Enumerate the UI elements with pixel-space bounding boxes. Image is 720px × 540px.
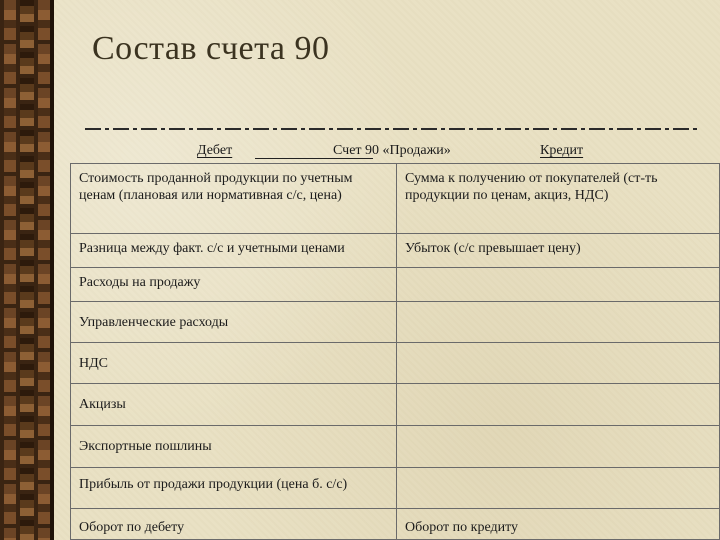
debit-cell: НДС xyxy=(71,343,397,384)
table-row xyxy=(71,384,720,426)
credit-cell: Оборот по кредиту xyxy=(397,509,720,540)
table-row xyxy=(71,268,720,302)
debit-cell: Экспортные пошлины xyxy=(71,426,397,468)
credit-heading: Кредит xyxy=(540,143,584,158)
ornamental-side-border xyxy=(0,0,54,540)
t-account-header xyxy=(75,143,715,163)
debit-cell: Оборот по дебету xyxy=(71,509,397,540)
credit-cell xyxy=(397,384,720,426)
credit-cell xyxy=(397,343,720,384)
account-table xyxy=(70,163,720,540)
table-row xyxy=(71,164,720,234)
debit-cell: Расходы на продажу xyxy=(71,268,397,302)
credit-cell xyxy=(397,468,720,509)
credit-cell: Сумма к получению от покупателей (ст-ть продукции по ценам, акциз, НДС) xyxy=(397,164,720,234)
debit-cell: Прибыль от продажи продукции (цена б. с/с) xyxy=(71,468,397,509)
credit-cell xyxy=(397,426,720,468)
table-row xyxy=(71,234,720,268)
slide-title: Состав счета 90 xyxy=(92,30,330,67)
credit-cell xyxy=(397,302,720,343)
table-row xyxy=(71,302,720,343)
table-row xyxy=(71,468,720,509)
debit-cell: Управленческие расходы xyxy=(71,302,397,343)
credit-cell: Убыток (с/с превышает цену) xyxy=(397,234,720,268)
account-heading: Счет 90 «Продажи» xyxy=(333,143,451,158)
dash-dot-divider xyxy=(85,126,697,131)
credit-cell xyxy=(397,268,720,302)
table-row xyxy=(71,343,720,384)
debit-cell: Стоимость проданной продукции по учетным ценам (плановая или нормативная с/с, цена) xyxy=(71,164,397,234)
table-row xyxy=(71,426,720,468)
debit-cell: Разница между факт. с/с и учетными ценами xyxy=(71,234,397,268)
debit-cell: Акцизы xyxy=(71,384,397,426)
debit-heading: Дебет xyxy=(197,143,233,158)
table-row xyxy=(71,509,720,540)
